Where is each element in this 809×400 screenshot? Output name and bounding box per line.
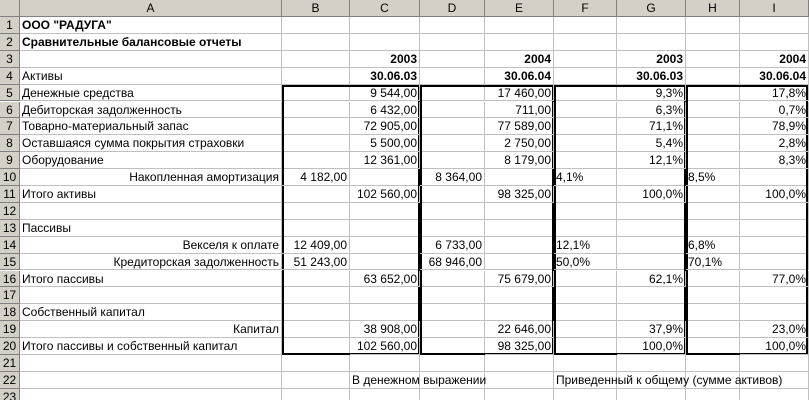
cell-e11[interactable]: 98 325,00 [485,186,554,203]
cell-i20[interactable]: 100,0% [740,338,809,355]
assets-label[interactable]: Активы [20,68,282,85]
cell-i10[interactable] [740,169,809,186]
cell-a3[interactable] [20,51,282,68]
cell-b3[interactable] [282,51,350,68]
cell-e1[interactable] [485,17,554,34]
date-2003-money[interactable]: 30.06.03 [350,68,420,85]
cell-d19[interactable] [420,321,485,338]
cell-h10[interactable]: 8,5% [686,169,740,186]
cell-d15[interactable]: 68 946,00 [420,254,485,271]
cell-g5[interactable]: 9,3% [617,85,686,102]
cell-a7[interactable]: Товарно-материальный запас [20,118,282,135]
cell-b15[interactable]: 51 243,00 [282,254,350,271]
row-header-21[interactable]: 21 [0,355,20,372]
row-header-9[interactable]: 9 [0,152,20,169]
cell-b13[interactable] [282,220,350,237]
cell-d9[interactable] [420,152,485,169]
cell-f10[interactable]: 4,1% [554,169,617,186]
cell-h4[interactable] [686,68,740,85]
cell-g9[interactable]: 12,1% [617,152,686,169]
cell-f5[interactable] [554,85,617,102]
year-2003-share[interactable]: 2003 [617,51,686,68]
row-header-6[interactable]: 6 [0,102,20,119]
cell-b2[interactable] [282,34,350,51]
cell-e12[interactable] [485,203,554,220]
row-header-18[interactable]: 18 [0,304,20,321]
cell-d5[interactable] [420,85,485,102]
cell-g23[interactable] [617,389,686,400]
row-header-19[interactable]: 19 [0,321,20,338]
cell-b7[interactable] [282,118,350,135]
cell-b20[interactable] [282,338,350,355]
cell-e17[interactable] [485,287,554,304]
cell-c19[interactable]: 38 908,00 [350,321,420,338]
row-header-5[interactable]: 5 [0,85,20,102]
row-header-22[interactable]: 22 [0,372,20,389]
cell-h1[interactable] [686,17,740,34]
row-header-7[interactable]: 7 [0,118,20,135]
cell-d17[interactable] [420,287,485,304]
cell-h14[interactable]: 6,8% [686,237,740,254]
cell-d2[interactable] [420,34,485,51]
cell-a18[interactable]: Собственный капитал [20,304,282,321]
cell-g12[interactable] [617,203,686,220]
row-header-8[interactable]: 8 [0,135,20,152]
column-header-d[interactable]: D [420,0,485,17]
common-size-caption[interactable]: Приведенный к общему (сумме активов) [556,372,783,387]
cell-h18[interactable] [686,304,740,321]
row-header-3[interactable]: 3 [0,51,20,68]
cell-e21[interactable] [485,355,554,372]
cell-a19[interactable]: Капитал [20,321,282,338]
year-2004-money[interactable]: 2004 [485,51,554,68]
cell-b1[interactable] [282,17,350,34]
cell-d13[interactable] [420,220,485,237]
cell-b21[interactable] [282,355,350,372]
cell-g14[interactable] [617,237,686,254]
year-2003-money[interactable]: 2003 [350,51,420,68]
cell-d23[interactable] [420,389,485,400]
cell-c9[interactable]: 12 361,00 [350,152,420,169]
cell-e15[interactable] [485,254,554,271]
cell-c2[interactable] [350,34,420,51]
cell-e23[interactable] [485,389,554,400]
cell-g7[interactable]: 71,1% [617,118,686,135]
cell-e6[interactable]: 711,00 [485,102,554,119]
cell-b22[interactable] [282,372,350,389]
cell-c5[interactable]: 9 544,00 [350,85,420,102]
cell-f23[interactable] [554,389,617,400]
cell-c8[interactable]: 5 500,00 [350,135,420,152]
cell-i15[interactable] [740,254,809,271]
cell-c13[interactable] [350,220,420,237]
cell-i17[interactable] [740,287,809,304]
cell-b16[interactable] [282,271,350,288]
cell-a12[interactable] [20,203,282,220]
cell-f20[interactable] [554,338,617,355]
cell-f18[interactable] [554,304,617,321]
cell-a10[interactable]: Накопленная амортизация [20,169,282,186]
cell-b17[interactable] [282,287,350,304]
cell-i16[interactable]: 77,0% [740,271,809,288]
cell-h13[interactable] [686,220,740,237]
cell-b10[interactable]: 4 182,00 [282,169,350,186]
row-header-14[interactable]: 14 [0,237,20,254]
select-all-corner[interactable] [0,0,20,17]
cell-h2[interactable] [686,34,740,51]
cell-h19[interactable] [686,321,740,338]
row-header-13[interactable]: 13 [0,220,20,237]
cell-g8[interactable]: 5,4% [617,135,686,152]
row-header-17[interactable]: 17 [0,287,20,304]
row-header-20[interactable]: 20 [0,338,20,355]
cell-g20[interactable]: 100,0% [617,338,686,355]
cell-b18[interactable] [282,304,350,321]
cell-e8[interactable]: 2 750,00 [485,135,554,152]
cell-h7[interactable] [686,118,740,135]
cell-d12[interactable] [420,203,485,220]
column-header-c[interactable]: C [350,0,420,17]
column-header-i[interactable]: I [740,0,809,17]
cell-a22[interactable] [20,372,282,389]
column-header-f[interactable]: F [554,0,617,17]
cell-i2[interactable] [740,34,809,51]
cell-f11[interactable] [554,186,617,203]
cell-a9[interactable]: Оборудование [20,152,282,169]
cell-i18[interactable] [740,304,809,321]
cell-a23[interactable] [20,389,282,400]
column-header-h[interactable]: H [686,0,740,17]
cell-i5[interactable]: 17,8% [740,85,809,102]
cell-g11[interactable]: 100,0% [617,186,686,203]
date-2003-share[interactable]: 30.06.03 [617,68,686,85]
cell-a8[interactable]: Оставшаяся сумма покрытия страховки [20,135,282,152]
cell-f21[interactable] [554,355,617,372]
cell-f9[interactable] [554,152,617,169]
cell-a6[interactable]: Дебиторская задолженность [20,102,282,119]
cell-a21[interactable] [20,355,282,372]
cell-b5[interactable] [282,85,350,102]
column-header-b[interactable]: B [282,0,350,17]
date-2004-money[interactable]: 30.06.04 [485,68,554,85]
cell-g15[interactable] [617,254,686,271]
cell-i7[interactable]: 78,9% [740,118,809,135]
cell-c6[interactable]: 6 432,00 [350,102,420,119]
cell-d18[interactable] [420,304,485,321]
cell-c23[interactable] [350,389,420,400]
cell-c7[interactable]: 72 905,00 [350,118,420,135]
cell-h15[interactable]: 70,1% [686,254,740,271]
cell-e13[interactable] [485,220,554,237]
cell-g6[interactable]: 6,3% [617,102,686,119]
cell-f17[interactable] [554,287,617,304]
cell-c12[interactable] [350,203,420,220]
cell-e7[interactable]: 77 589,00 [485,118,554,135]
date-2004-share[interactable]: 30.06.04 [740,68,809,85]
cell-a5[interactable]: Денежные средства [20,85,282,102]
cell-f7[interactable] [554,118,617,135]
row-header-2[interactable]: 2 [0,34,20,51]
cell-f1[interactable] [554,17,617,34]
cell-g1[interactable] [617,17,686,34]
cell-d6[interactable] [420,102,485,119]
cell-b11[interactable] [282,186,350,203]
cell-i13[interactable] [740,220,809,237]
cell-i23[interactable] [740,389,809,400]
cell-d20[interactable] [420,338,485,355]
cell-d4[interactable] [420,68,485,85]
cell-c17[interactable] [350,287,420,304]
cell-b23[interactable] [282,389,350,400]
cell-c21[interactable] [350,355,420,372]
cell-g2[interactable] [617,34,686,51]
cell-f2[interactable] [554,34,617,51]
cell-g19[interactable]: 37,9% [617,321,686,338]
cell-b19[interactable] [282,321,350,338]
cell-h8[interactable] [686,135,740,152]
cell-e18[interactable] [485,304,554,321]
column-header-a[interactable]: A [20,0,282,17]
cell-a11[interactable]: Итого активы [20,186,282,203]
cell-i12[interactable] [740,203,809,220]
cell-d10[interactable]: 8 364,00 [420,169,485,186]
cell-c1[interactable] [350,17,420,34]
cell-e16[interactable]: 75 679,00 [485,271,554,288]
cell-c11[interactable]: 102 560,00 [350,186,420,203]
cell-g21[interactable] [617,355,686,372]
cell-g18[interactable] [617,304,686,321]
cell-i19[interactable]: 23,0% [740,321,809,338]
cell-g16[interactable]: 62,1% [617,271,686,288]
column-header-g[interactable]: G [617,0,686,17]
report-title[interactable]: Сравнительные балансовые отчеты [20,34,282,51]
row-header-11[interactable]: 11 [0,186,20,203]
cell-g17[interactable] [617,287,686,304]
cell-f6[interactable] [554,102,617,119]
cell-i9[interactable]: 8,3% [740,152,809,169]
year-2004-share[interactable]: 2004 [740,51,809,68]
row-header-10[interactable]: 10 [0,169,20,186]
company-name[interactable]: ООО "РАДУГА" [20,17,282,34]
cell-h21[interactable] [686,355,740,372]
cell-g13[interactable] [617,220,686,237]
cell-c20[interactable]: 102 560,00 [350,338,420,355]
cell-h23[interactable] [686,389,740,400]
cell-g10[interactable] [617,169,686,186]
cell-e5[interactable]: 17 460,00 [485,85,554,102]
cell-b8[interactable] [282,135,350,152]
cell-e10[interactable] [485,169,554,186]
money-caption[interactable]: В денежном выражении [352,372,487,387]
row-header-15[interactable]: 15 [0,254,20,271]
cell-e9[interactable]: 8 179,00 [485,152,554,169]
cell-a17[interactable] [20,287,282,304]
cell-c10[interactable] [350,169,420,186]
cell-h9[interactable] [686,152,740,169]
row-header-23[interactable]: 23 [0,389,20,400]
cell-f19[interactable] [554,321,617,338]
cell-d3[interactable] [420,51,485,68]
cell-h5[interactable] [686,85,740,102]
cell-d11[interactable] [420,186,485,203]
cell-h3[interactable] [686,51,740,68]
cell-f15[interactable]: 50,0% [554,254,617,271]
cell-b12[interactable] [282,203,350,220]
cell-b4[interactable] [282,68,350,85]
cell-h16[interactable] [686,271,740,288]
row-header-4[interactable]: 4 [0,68,20,85]
cell-e14[interactable] [485,237,554,254]
cell-d1[interactable] [420,17,485,34]
cell-b9[interactable] [282,152,350,169]
cell-c14[interactable] [350,237,420,254]
cell-i11[interactable]: 100,0% [740,186,809,203]
cell-e2[interactable] [485,34,554,51]
cell-d21[interactable] [420,355,485,372]
row-header-12[interactable]: 12 [0,203,20,220]
cell-h12[interactable] [686,203,740,220]
cell-i14[interactable] [740,237,809,254]
cell-a20[interactable]: Итого пассивы и собственный капитал [20,338,282,355]
cell-h6[interactable] [686,102,740,119]
cell-e20[interactable]: 98 325,00 [485,338,554,355]
cell-c15[interactable] [350,254,420,271]
cell-d8[interactable] [420,135,485,152]
cell-f4[interactable] [554,68,617,85]
cell-f12[interactable] [554,203,617,220]
cell-a16[interactable]: Итого пассивы [20,271,282,288]
cell-f16[interactable] [554,271,617,288]
cell-e19[interactable]: 22 646,00 [485,321,554,338]
row-header-1[interactable]: 1 [0,17,20,34]
cell-a15[interactable]: Кредиторская задолженность [20,254,282,271]
cell-c16[interactable]: 63 652,00 [350,271,420,288]
cell-h20[interactable] [686,338,740,355]
column-header-e[interactable]: E [485,0,554,17]
cell-i6[interactable]: 0,7% [740,102,809,119]
cell-d16[interactable] [420,271,485,288]
cell-a13[interactable]: Пассивы [20,220,282,237]
cell-i1[interactable] [740,17,809,34]
cell-d14[interactable]: 6 733,00 [420,237,485,254]
cell-f3[interactable] [554,51,617,68]
cell-i21[interactable] [740,355,809,372]
cell-a14[interactable]: Векселя к оплате [20,237,282,254]
cell-e22[interactable] [485,372,554,389]
cell-h17[interactable] [686,287,740,304]
row-header-16[interactable]: 16 [0,271,20,288]
cell-d7[interactable] [420,118,485,135]
cell-f13[interactable] [554,220,617,237]
cell-f8[interactable] [554,135,617,152]
cell-b6[interactable] [282,102,350,119]
cell-f14[interactable]: 12,1% [554,237,617,254]
cell-h11[interactable] [686,186,740,203]
cell-i8[interactable]: 2,8% [740,135,809,152]
cell-b14[interactable]: 12 409,00 [282,237,350,254]
cell-c18[interactable] [350,304,420,321]
